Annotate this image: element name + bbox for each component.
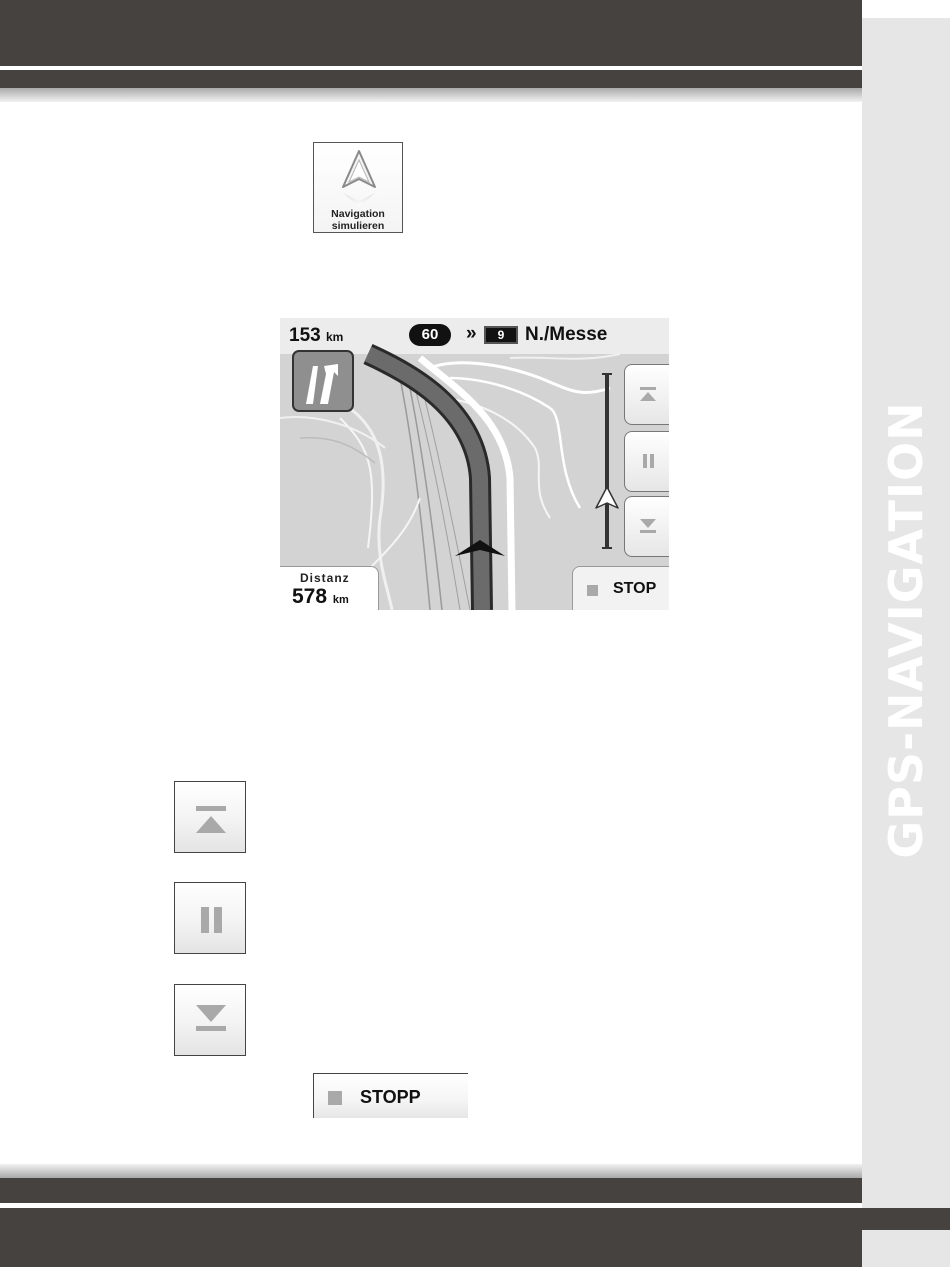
remaining-distance-label: Distanz — [300, 571, 350, 585]
distance-to-turn-value: 153 — [289, 325, 321, 346]
next-arrow: » — [466, 323, 477, 344]
footer-band — [0, 1208, 950, 1267]
skip-to-end-icon — [175, 985, 247, 1057]
map-stop-label: STOP — [613, 580, 657, 597]
side-tab-label: GPS-NAVIGATION — [879, 401, 933, 859]
header-band — [0, 0, 862, 66]
exit-name: N./Messe — [525, 324, 608, 345]
skip-to-start-icon — [625, 365, 669, 426]
pause-button[interactable] — [174, 882, 246, 954]
map-pause-button[interactable] — [624, 431, 669, 492]
distance-to-turn-unit: km — [325, 330, 344, 344]
map-skip-to-end-button[interactable] — [624, 496, 669, 557]
footer-corner — [862, 1230, 950, 1267]
pause-icon — [175, 883, 247, 955]
simulate-navigation-button[interactable] — [313, 142, 403, 233]
map-stop-button[interactable] — [572, 566, 669, 610]
stop-square-icon — [328, 1091, 342, 1105]
stop-square-icon — [587, 585, 598, 596]
skip-to-start-icon — [175, 782, 247, 854]
header-gradient — [0, 88, 862, 102]
remaining-distance-unit: km — [332, 594, 349, 606]
remaining-distance-panel — [280, 566, 379, 610]
simulate-navigation-label-line2: simulieren — [331, 220, 385, 232]
footer-rule — [0, 1178, 862, 1203]
map-skip-to-start-button[interactable] — [624, 364, 669, 425]
distance-to-turn — [289, 325, 343, 347]
exit-number-badge — [484, 326, 518, 344]
stop-button-label: STOPP — [360, 1087, 421, 1107]
speed-limit-badge — [409, 324, 451, 346]
pause-icon — [625, 432, 669, 493]
header-rule — [0, 70, 862, 88]
remaining-distance — [292, 585, 349, 609]
position-arrow-icon — [594, 486, 620, 510]
exit-number: 9 — [497, 328, 505, 342]
simulate-navigation-label-line1: Navigation — [331, 208, 385, 220]
footer-gradient — [0, 1164, 862, 1178]
lane-guidance-tile — [292, 350, 354, 412]
skip-to-start-button[interactable] — [174, 781, 246, 853]
speed-limit-value: 60 — [421, 326, 439, 343]
stop-button[interactable] — [313, 1073, 468, 1118]
simulate-navigation-label — [314, 208, 402, 232]
navigation-map — [280, 318, 669, 610]
skip-to-end-button[interactable] — [174, 984, 246, 1056]
skip-to-end-icon — [625, 497, 669, 558]
remaining-distance-value: 578 — [292, 585, 328, 608]
navigation-arrow-icon — [337, 149, 381, 207]
lane-guidance-icon — [294, 352, 352, 410]
